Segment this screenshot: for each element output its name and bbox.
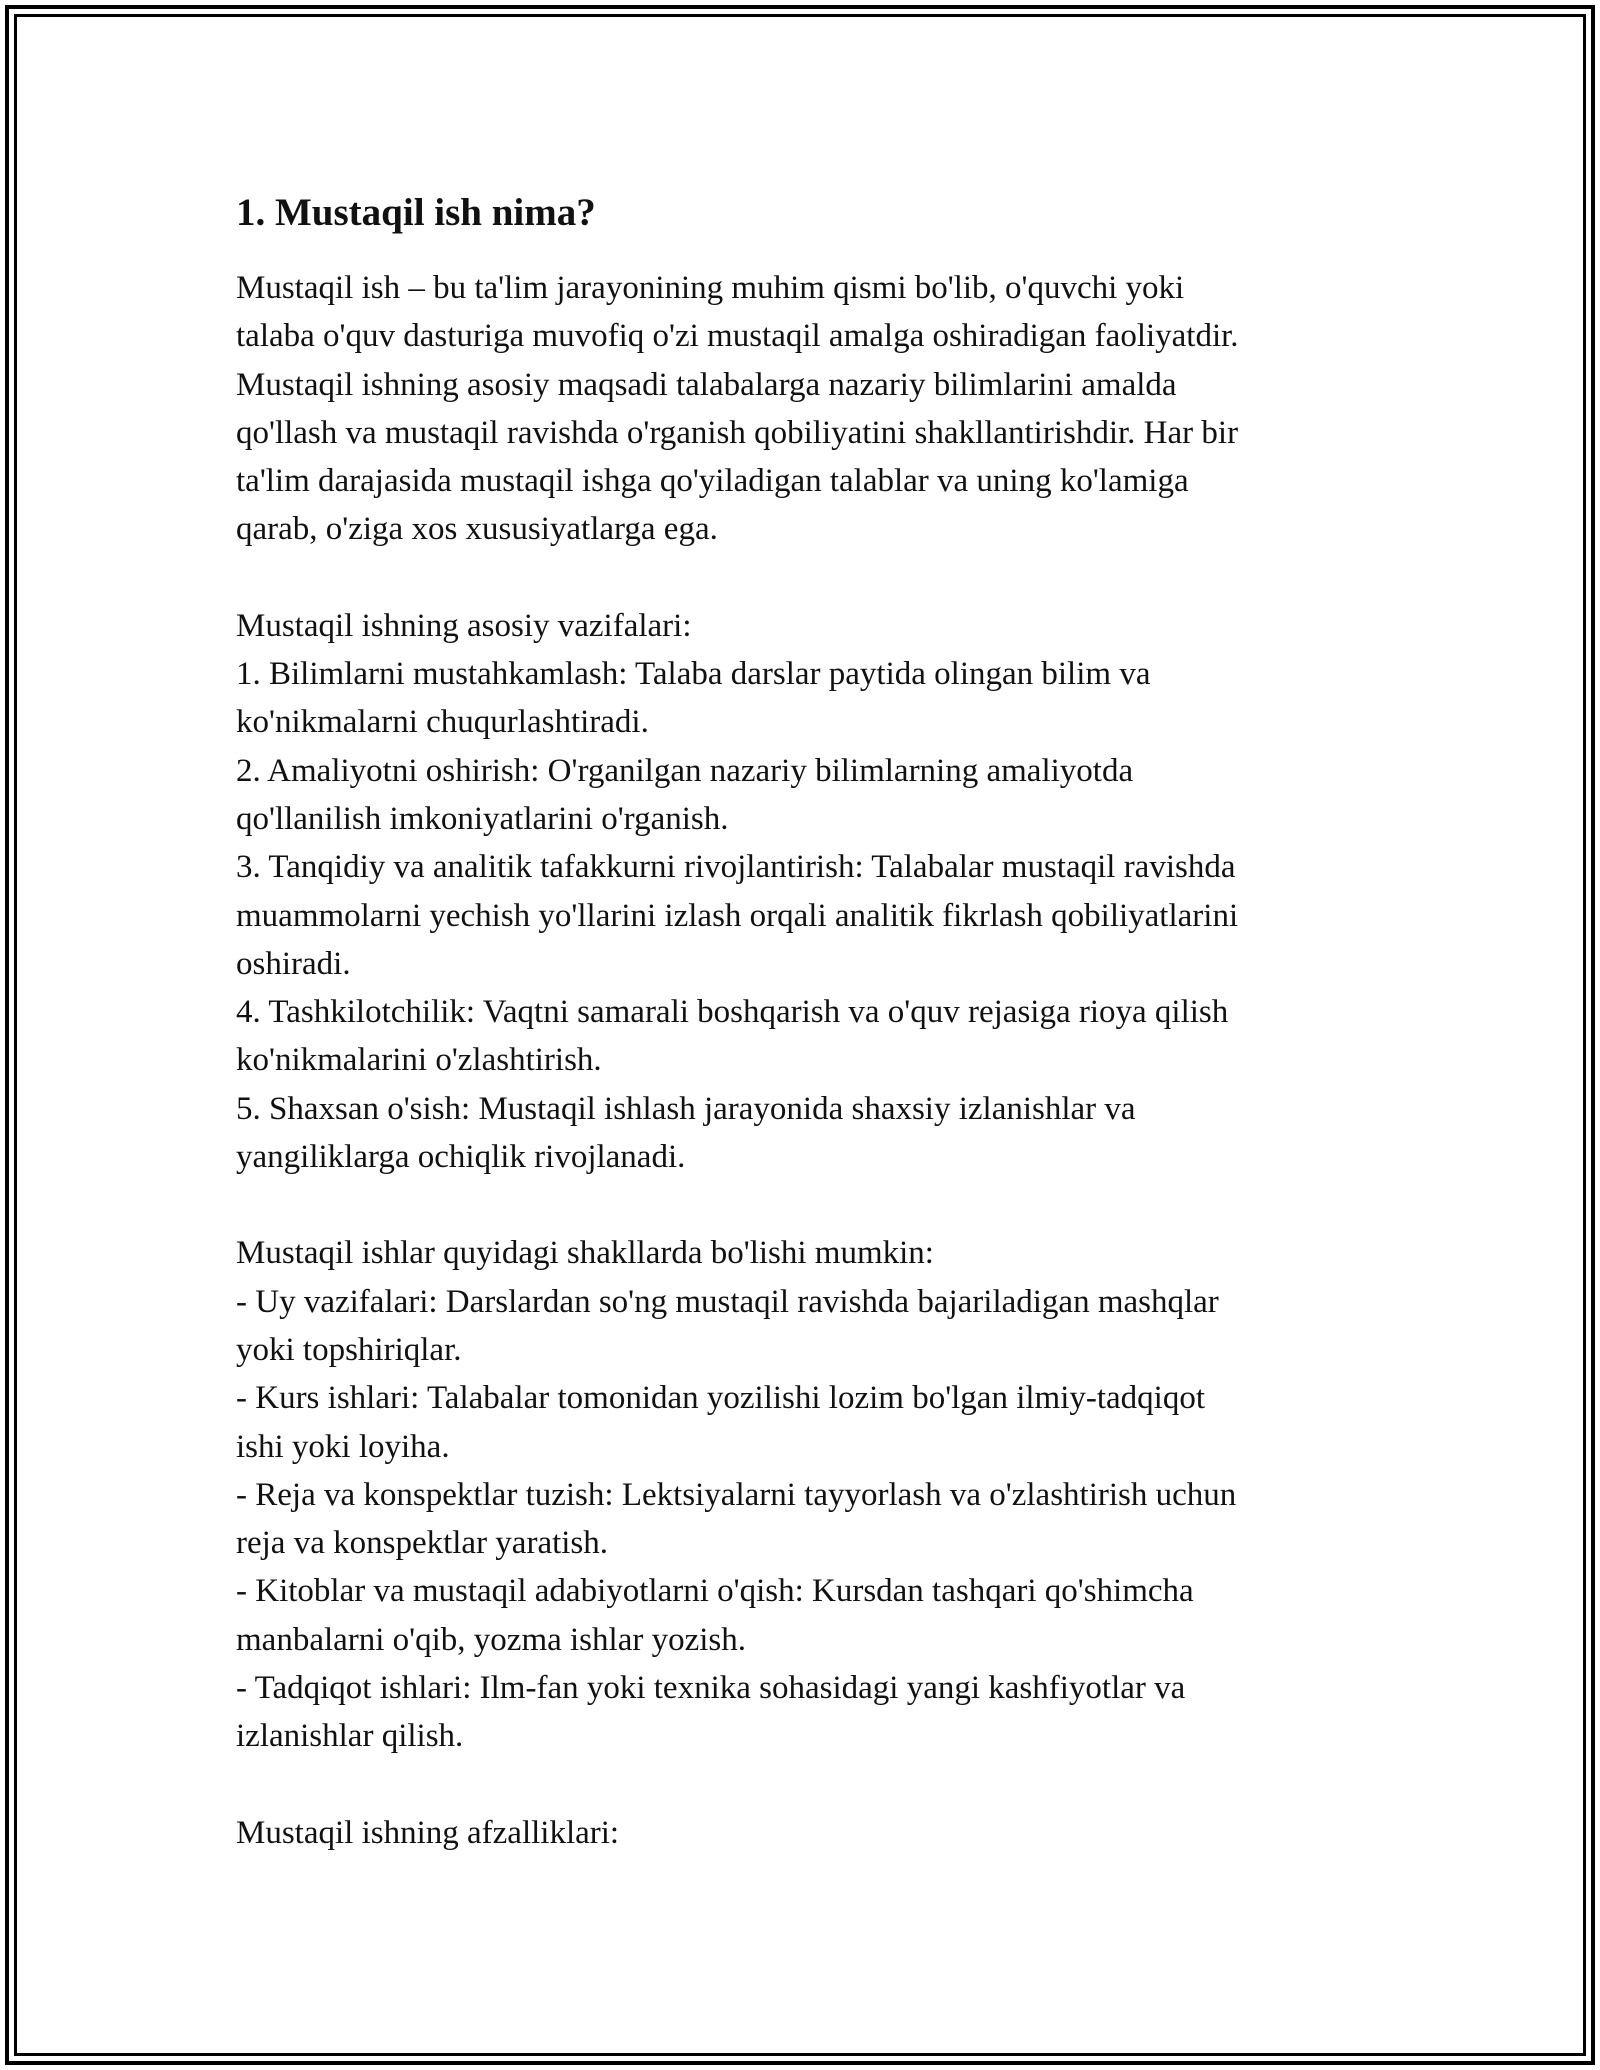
forms-line: reja va konspektlar yaratish. [236,1525,609,1562]
forms-line: - Tadqiqot ishlari: Ilm-fan yoki texnika sohasidagi yangi kashfiyotlar va [236,1670,1186,1707]
intro-line: talaba o'quv dasturiga muvofiq o'zi mustaqil amalga oshiradigan faoliyatdir. [236,318,1239,355]
paragraph-gap [236,1761,1376,1809]
tasks-line: 4. Tashkilotchilik: Vaqtni samarali boshqarish va o'quv rejasiga rioya qilish [236,994,1229,1031]
intro-line: qarab, o'ziga xos xususiyatlarga ega. [236,511,718,548]
intro-line: Mustaqil ishning asosiy maqsadi talabalarga nazariy bilimlarini amalda [236,366,1177,403]
tasks-section [236,602,1376,1182]
tasks-line: 1. Bilimlarni mustahkamlash: Talaba darslar paytida olingan bilim va [236,656,1151,693]
paragraph-gap [236,1181,1376,1229]
paragraph-gap [236,554,1376,602]
tasks-line: 2. Amaliyotni oshirish: O'rganilgan nazariy bilimlarning amaliyotda [236,752,1134,789]
tasks-line: oshiradi. [236,945,351,982]
document-body [236,188,1376,1857]
forms-line: ishi yoki loyiha. [236,1428,450,1465]
advantages-heading: Mustaqil ishning afzalliklari: [236,1814,620,1851]
forms-line: manbalarni o'qib, yozma ishlar yozish. [236,1621,746,1658]
forms-line: - Reja va konspektlar tuzish: Lektsiyalarni tayyorlash va o'zlashtirish uchun [236,1476,1237,1513]
forms-section [236,1229,1376,1760]
tasks-line: muammolarni yechish yo'llarini izlash orqali analitik fikrlash qobiliyatlarini [236,897,1239,934]
intro-line: Mustaqil ish – bu ta'lim jarayonining muhim qismi bo'lib, o'quvchi yoki [236,270,1185,306]
page-title: 1. Mustaqil ish nima? [236,191,596,234]
tasks-line: ko'nikmalarini o'zlashtirish. [236,1042,602,1079]
forms-line: - Kurs ishlari: Talabalar tomonidan yozilishi lozim bo'lgan ilmiy-tadqiqot [236,1380,1206,1417]
tasks-line: 5. Shaxsan o'sish: Mustaqil ishlash jarayonida shaxsiy izlanishlar va [236,1090,1136,1127]
forms-line: yoki topshiriqlar. [236,1331,462,1368]
tasks-line: 3. Tanqidiy va analitik tafakkurni rivojlantirish: Talabalar mustaqil ravishda [236,849,1236,886]
intro-paragraph [236,264,1376,554]
forms-line: izlanishlar qilish. [236,1718,464,1755]
intro-line: ta'lim darajasida mustaqil ishga qo'yiladigan talablar va uning ko'lamiga [236,463,1189,500]
intro-line: qo'llash va mustaqil ravishda o'rganish qobiliyatini shakllantirishdir. Har bir [236,414,1239,451]
forms-heading: Mustaqil ishlar quyidagi shakllarda bo'lishi mumkin: [236,1235,934,1272]
forms-line: - Kitoblar va mustaqil adabiyotlarni o'qish: Kursdan tashqari qo'shimcha [236,1573,1194,1610]
tasks-line: yangiliklarga ochiqlik rivojlanadi. [236,1139,686,1176]
tasks-line: qo'llanilish imkoniyatlarini o'rganish. [236,800,729,837]
forms-line: - Uy vazifalari: Darslardan so'ng mustaqil ravishda bajariladigan mashqlar [236,1283,1219,1320]
tasks-line: ko'nikmalarni chuqurlashtiradi. [236,704,649,741]
tasks-heading: Mustaqil ishning asosiy vazifalari: [236,607,692,644]
